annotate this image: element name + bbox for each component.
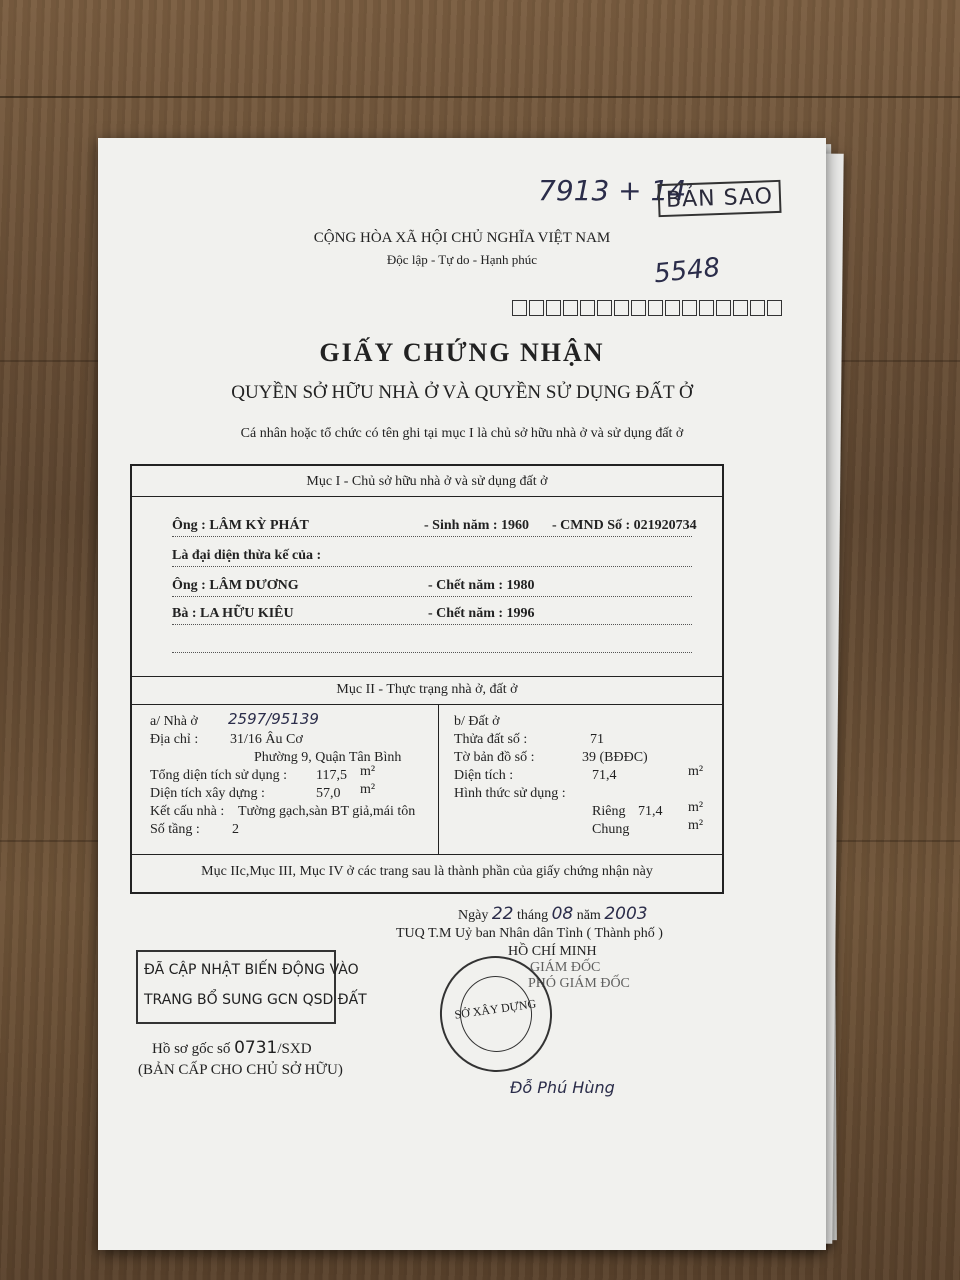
house-label: a/ Nhà ở [150,714,198,729]
private-area: 71,4 [638,804,663,819]
update-stamp-line1: ĐÃ CẬP NHẬT BIẾN ĐỘNG VÀO [144,962,359,978]
owner-name: Ông : LÂM KỲ PHÁT [172,518,309,533]
private-area-unit: m² [688,800,704,815]
signature: Đỗ Phú Hùng [510,1078,615,1097]
build-area-label: Diện tích xây dựng : [150,786,265,801]
structure-label: Kết cấu nhà : [150,804,225,819]
land-label: b/ Đất ở [454,714,500,729]
update-stamp-line2: TRANG BỔ SUNG GCN QSD ĐẤT [144,992,367,1008]
land-area-unit: m² [688,764,704,779]
total-area: 117,5 [316,768,347,783]
floors-label: Số tầng : [150,822,200,837]
plot-label: Thửa đất số : [454,732,528,747]
land-area: 71,4 [592,768,617,783]
build-area-unit: m² [360,782,376,797]
document-title: GIẤY CHỨNG NHẬN [319,338,605,367]
map-number: 39 (BĐĐC) [582,750,648,765]
shared-label: Chung [592,822,630,837]
total-area-label: Tổng diện tích sử dụng : [150,768,288,783]
serial-boxes [512,300,784,316]
heir2-name: Bà : LA HỮU KIÊU [172,606,294,621]
owner-id: - CMND Số : 021920734 [552,518,697,533]
plot-number: 71 [590,732,604,747]
appendix-note: Mục IIc,Mục III, Mục IV ở các trang sau là thành phần của giấy chứng nhận này [201,864,653,879]
document-subtitle: QUYỀN SỞ HỮU NHÀ Ở VÀ QUYỀN SỬ DỤNG ĐẤT Ở [231,382,693,403]
nation-header: CỘNG HÒA XÃ HỘI CHỦ NGHĨA VIỆT NAM [313,230,611,246]
section1-heading: Mục I - Chủ sở hữu nhà ở và sử dụng đất ở [306,474,548,489]
usage-label: Hình thức sử dụng : [454,786,566,801]
floors: 2 [232,822,239,837]
heir2-death: - Chết năm : 1996 [428,606,535,621]
record-line: Hồ sơ gốc số 0731/SXD [152,1038,312,1058]
motto: Độc lập - Tự do - Hạnh phúc [386,252,538,267]
signing-city: HỒ CHÍ MINH [508,944,597,959]
map-label: Tờ bản đồ số : [454,750,535,765]
land-area-label: Diện tích : [454,768,514,783]
handwritten-top-number: 7913 + 14 [538,174,687,207]
owner-birth: - Sinh năm : 1960 [424,518,530,533]
representative-label: Là đại diện thừa kế của : [172,548,322,563]
build-area: 57,0 [316,786,341,801]
date-line: Ngày 22 tháng 08 năm 2003 [458,904,648,924]
handwritten-file-number: 5548 [652,252,722,290]
seal-text: SỞ XÂY DỰNG [453,996,537,1022]
private-label: Riêng [592,804,626,819]
heir1-death: - Chết năm : 1980 [428,578,535,593]
update-stamp [136,950,367,1024]
shared-area-unit: m² [688,818,704,833]
certificate-frame [130,464,724,894]
copy-note: (BẢN CẤP CHO CHỦ SỞ HỮU) [138,1062,343,1078]
structure: Tường gạch,sàn BT giả,mái tôn [238,804,416,819]
certificate-page [98,138,826,1250]
address-label: Địa chỉ : [150,732,199,747]
floor-seam [0,96,960,98]
signing-director: GIÁM ĐỐC [530,960,601,975]
address-line1: 31/16 Âu Cơ [230,732,303,747]
total-area-unit: m² [360,764,376,779]
section2-heading: Mục II - Thực trạng nhà ở, đất ở [336,682,518,697]
heir1-name: Ông : LÂM DƯƠNG [172,578,299,593]
address-line2: Phường 9, Quận Tân Bình [254,750,402,765]
handwritten-house-number: 2597/95139 [228,710,319,728]
signing-deputy: PHÓ GIÁM ĐỐC [528,976,630,991]
intro-text: Cá nhân hoặc tổ chức có tên ghi tại mục I là chủ sở hữu nhà ở và sử dụng đất ở [240,426,684,441]
signing-authority: TUQ T.M Uỷ ban Nhân dân Tỉnh ( Thành phố ) [396,926,663,941]
copy-stamp: BẢN SAO [657,180,781,217]
